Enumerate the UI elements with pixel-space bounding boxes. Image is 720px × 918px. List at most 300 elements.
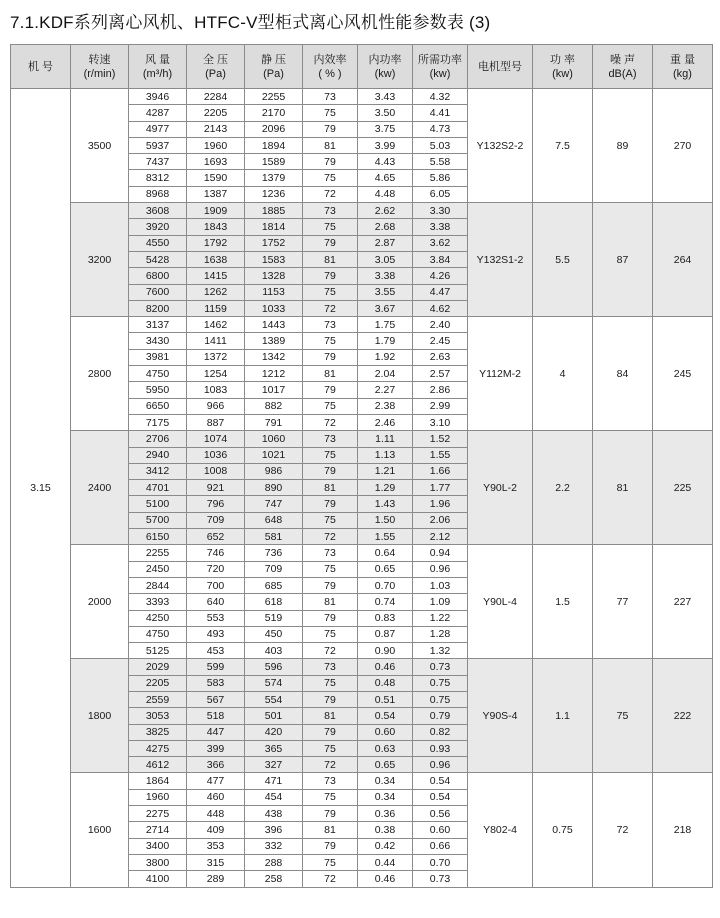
internal-power-cell: 0.51 xyxy=(358,691,413,707)
air-volume-cell: 6150 xyxy=(129,529,187,545)
internal-power-cell: 2.46 xyxy=(358,414,413,430)
static-pressure-cell: 2096 xyxy=(245,121,303,137)
efficiency-cell: 73 xyxy=(303,773,358,789)
required-power-cell: 3.38 xyxy=(413,219,468,235)
efficiency-cell: 79 xyxy=(303,349,358,365)
required-power-cell: 1.55 xyxy=(413,447,468,463)
table-row xyxy=(11,773,713,789)
efficiency-cell: 79 xyxy=(303,235,358,251)
air-volume-cell: 4250 xyxy=(129,610,187,626)
efficiency-cell: 73 xyxy=(303,431,358,447)
efficiency-cell: 75 xyxy=(303,789,358,805)
air-volume-cell: 2844 xyxy=(129,577,187,593)
required-power-cell: 3.30 xyxy=(413,203,468,219)
internal-power-cell: 0.46 xyxy=(358,871,413,887)
header-label: 内功率 xyxy=(368,53,402,66)
internal-power-cell: 1.79 xyxy=(358,333,413,349)
weight-cell: 222 xyxy=(653,659,713,773)
header-label: 风 量 xyxy=(144,53,171,66)
total-pressure-cell: 1262 xyxy=(187,284,245,300)
internal-power-cell: 2.27 xyxy=(358,382,413,398)
performance-table xyxy=(10,44,713,888)
static-pressure-cell: 581 xyxy=(245,529,303,545)
static-pressure-cell: 1153 xyxy=(245,284,303,300)
required-power-cell: 0.93 xyxy=(413,740,468,756)
total-pressure-cell: 887 xyxy=(187,414,245,430)
static-pressure-cell: 1583 xyxy=(245,251,303,267)
required-power-cell: 2.57 xyxy=(413,366,468,382)
static-pressure-cell: 685 xyxy=(245,577,303,593)
internal-power-cell: 0.83 xyxy=(358,610,413,626)
header-label: 转速 xyxy=(88,53,111,66)
air-volume-cell: 3825 xyxy=(129,724,187,740)
static-pressure-cell: 1885 xyxy=(245,203,303,219)
internal-power-cell: 3.43 xyxy=(358,89,413,105)
total-pressure-cell: 567 xyxy=(187,691,245,707)
efficiency-cell: 72 xyxy=(303,529,358,545)
header-unit: (kg) xyxy=(673,67,692,80)
required-power-cell: 4.73 xyxy=(413,121,468,137)
static-pressure-cell: 1060 xyxy=(245,431,303,447)
internal-power-cell: 0.87 xyxy=(358,626,413,642)
required-power-cell: 0.75 xyxy=(413,675,468,691)
static-pressure-cell: 747 xyxy=(245,496,303,512)
total-pressure-cell: 1590 xyxy=(187,170,245,186)
required-power-cell: 1.96 xyxy=(413,496,468,512)
required-power-cell: 0.54 xyxy=(413,789,468,805)
internal-power-cell: 0.74 xyxy=(358,594,413,610)
required-power-cell: 3.10 xyxy=(413,414,468,430)
efficiency-cell: 81 xyxy=(303,366,358,382)
header-label: 重 量 xyxy=(669,53,696,66)
internal-power-cell: 0.65 xyxy=(358,561,413,577)
efficiency-cell: 79 xyxy=(303,463,358,479)
air-volume-cell: 1960 xyxy=(129,789,187,805)
total-pressure-cell: 583 xyxy=(187,675,245,691)
required-power-cell: 0.73 xyxy=(413,659,468,675)
noise-cell: 84 xyxy=(593,317,653,431)
header-label: 静 压 xyxy=(260,53,287,66)
internal-power-cell: 0.44 xyxy=(358,854,413,870)
weight-cell: 218 xyxy=(653,773,713,887)
air-volume-cell: 2714 xyxy=(129,822,187,838)
air-volume-cell: 6650 xyxy=(129,398,187,414)
static-pressure-cell: 1589 xyxy=(245,154,303,170)
internal-power-cell: 0.90 xyxy=(358,643,413,659)
efficiency-cell: 81 xyxy=(303,137,358,153)
static-pressure-cell: 574 xyxy=(245,675,303,691)
air-volume-cell: 3430 xyxy=(129,333,187,349)
required-power-cell: 2.86 xyxy=(413,382,468,398)
efficiency-cell: 79 xyxy=(303,382,358,398)
required-power-cell: 0.96 xyxy=(413,561,468,577)
air-volume-cell: 2255 xyxy=(129,545,187,561)
required-power-cell: 4.26 xyxy=(413,268,468,284)
efficiency-cell: 72 xyxy=(303,643,358,659)
required-power-cell: 2.45 xyxy=(413,333,468,349)
total-pressure-cell: 1909 xyxy=(187,203,245,219)
static-pressure-cell: 438 xyxy=(245,806,303,822)
required-power-cell: 0.70 xyxy=(413,854,468,870)
air-volume-cell: 3393 xyxy=(129,594,187,610)
internal-power-cell: 2.87 xyxy=(358,235,413,251)
speed-cell: 2000 xyxy=(71,545,129,659)
total-pressure-cell: 746 xyxy=(187,545,245,561)
required-power-cell: 0.75 xyxy=(413,691,468,707)
air-volume-cell: 5125 xyxy=(129,643,187,659)
air-volume-cell: 7175 xyxy=(129,414,187,430)
required-power-cell: 6.05 xyxy=(413,186,468,202)
noise-cell: 75 xyxy=(593,659,653,773)
static-pressure-cell: 1379 xyxy=(245,170,303,186)
header-required-power xyxy=(413,45,468,89)
internal-power-cell: 2.04 xyxy=(358,366,413,382)
required-power-cell: 2.12 xyxy=(413,529,468,545)
required-power-cell: 1.66 xyxy=(413,463,468,479)
efficiency-cell: 75 xyxy=(303,333,358,349)
internal-power-cell: 4.43 xyxy=(358,154,413,170)
speed-cell: 3200 xyxy=(71,203,129,317)
static-pressure-cell: 2255 xyxy=(245,89,303,105)
header-motor-power xyxy=(533,45,593,89)
internal-power-cell: 3.55 xyxy=(358,284,413,300)
table-row xyxy=(11,659,713,675)
efficiency-cell: 73 xyxy=(303,317,358,333)
air-volume-cell: 4275 xyxy=(129,740,187,756)
static-pressure-cell: 986 xyxy=(245,463,303,479)
weight-cell: 245 xyxy=(653,317,713,431)
internal-power-cell: 0.65 xyxy=(358,757,413,773)
static-pressure-cell: 1328 xyxy=(245,268,303,284)
efficiency-cell: 75 xyxy=(303,105,358,121)
total-pressure-cell: 1411 xyxy=(187,333,245,349)
static-pressure-cell: 882 xyxy=(245,398,303,414)
efficiency-cell: 72 xyxy=(303,414,358,430)
total-pressure-cell: 448 xyxy=(187,806,245,822)
required-power-cell: 0.96 xyxy=(413,757,468,773)
air-volume-cell: 8200 xyxy=(129,300,187,316)
static-pressure-cell: 471 xyxy=(245,773,303,789)
air-volume-cell: 3412 xyxy=(129,463,187,479)
internal-power-cell: 2.62 xyxy=(358,203,413,219)
air-volume-cell: 5100 xyxy=(129,496,187,512)
required-power-cell: 1.03 xyxy=(413,577,468,593)
total-pressure-cell: 1008 xyxy=(187,463,245,479)
efficiency-cell: 75 xyxy=(303,284,358,300)
header-label: 噪 声 xyxy=(609,53,636,66)
static-pressure-cell: 288 xyxy=(245,854,303,870)
air-volume-cell: 4550 xyxy=(129,235,187,251)
required-power-cell: 0.66 xyxy=(413,838,468,854)
total-pressure-cell: 1074 xyxy=(187,431,245,447)
required-power-cell: 4.47 xyxy=(413,284,468,300)
efficiency-cell: 75 xyxy=(303,561,358,577)
air-volume-cell: 3981 xyxy=(129,349,187,365)
motor-model-cell: Y132S2-2 xyxy=(468,89,533,203)
total-pressure-cell: 1159 xyxy=(187,300,245,316)
motor-power-cell: 0.75 xyxy=(533,773,593,887)
internal-power-cell: 2.38 xyxy=(358,398,413,414)
table-row xyxy=(11,431,713,447)
air-volume-cell: 2706 xyxy=(129,431,187,447)
efficiency-cell: 79 xyxy=(303,806,358,822)
total-pressure-cell: 477 xyxy=(187,773,245,789)
required-power-cell: 0.54 xyxy=(413,773,468,789)
total-pressure-cell: 2143 xyxy=(187,121,245,137)
total-pressure-cell: 1254 xyxy=(187,366,245,382)
air-volume-cell: 3137 xyxy=(129,317,187,333)
efficiency-cell: 79 xyxy=(303,496,358,512)
efficiency-cell: 81 xyxy=(303,822,358,838)
noise-cell: 87 xyxy=(593,203,653,317)
efficiency-cell: 81 xyxy=(303,594,358,610)
required-power-cell: 0.79 xyxy=(413,708,468,724)
internal-power-cell: 1.55 xyxy=(358,529,413,545)
header-label: 内效率 xyxy=(313,53,347,66)
total-pressure-cell: 366 xyxy=(187,757,245,773)
total-pressure-cell: 796 xyxy=(187,496,245,512)
static-pressure-cell: 403 xyxy=(245,643,303,659)
internal-power-cell: 1.13 xyxy=(358,447,413,463)
required-power-cell: 1.32 xyxy=(413,643,468,659)
total-pressure-cell: 599 xyxy=(187,659,245,675)
efficiency-cell: 72 xyxy=(303,871,358,887)
air-volume-cell: 3053 xyxy=(129,708,187,724)
header-label: 所需功率 xyxy=(418,53,462,66)
static-pressure-cell: 365 xyxy=(245,740,303,756)
static-pressure-cell: 1021 xyxy=(245,447,303,463)
efficiency-cell: 75 xyxy=(303,447,358,463)
table-row xyxy=(11,89,713,105)
header-label: 功 率 xyxy=(549,53,576,66)
header-label: 机 号 xyxy=(27,60,54,73)
total-pressure-cell: 700 xyxy=(187,577,245,593)
air-volume-cell: 7600 xyxy=(129,284,187,300)
motor-model-cell: Y90L-2 xyxy=(468,431,533,545)
header-label: 电机型号 xyxy=(478,60,522,73)
motor-power-cell: 7.5 xyxy=(533,89,593,203)
static-pressure-cell: 450 xyxy=(245,626,303,642)
noise-cell: 77 xyxy=(593,545,653,659)
efficiency-cell: 75 xyxy=(303,398,358,414)
air-volume-cell: 5950 xyxy=(129,382,187,398)
efficiency-cell: 81 xyxy=(303,251,358,267)
header-weight xyxy=(653,45,713,89)
motor-power-cell: 4 xyxy=(533,317,593,431)
weight-cell: 264 xyxy=(653,203,713,317)
efficiency-cell: 73 xyxy=(303,203,358,219)
air-volume-cell: 3400 xyxy=(129,838,187,854)
total-pressure-cell: 289 xyxy=(187,871,245,887)
efficiency-cell: 75 xyxy=(303,512,358,528)
air-volume-cell: 5700 xyxy=(129,512,187,528)
total-pressure-cell: 640 xyxy=(187,594,245,610)
efficiency-cell: 81 xyxy=(303,480,358,496)
required-power-cell: 1.09 xyxy=(413,594,468,610)
table-row xyxy=(11,317,713,333)
internal-power-cell: 0.42 xyxy=(358,838,413,854)
header-unit: (m³/h) xyxy=(142,67,173,80)
internal-power-cell: 3.50 xyxy=(358,105,413,121)
required-power-cell: 4.62 xyxy=(413,300,468,316)
static-pressure-cell: 618 xyxy=(245,594,303,610)
speed-cell: 1800 xyxy=(71,659,129,773)
internal-power-cell: 0.70 xyxy=(358,577,413,593)
internal-power-cell: 0.38 xyxy=(358,822,413,838)
internal-power-cell: 4.48 xyxy=(358,186,413,202)
header-unit: dB(A) xyxy=(608,67,637,80)
header-unit: (kw) xyxy=(429,67,451,80)
internal-power-cell: 1.43 xyxy=(358,496,413,512)
total-pressure-cell: 493 xyxy=(187,626,245,642)
internal-power-cell: 0.34 xyxy=(358,773,413,789)
required-power-cell: 0.60 xyxy=(413,822,468,838)
static-pressure-cell: 2170 xyxy=(245,105,303,121)
internal-power-cell: 0.34 xyxy=(358,789,413,805)
header-unit: (Pa) xyxy=(263,67,284,80)
internal-power-cell: 0.60 xyxy=(358,724,413,740)
total-pressure-cell: 720 xyxy=(187,561,245,577)
required-power-cell: 4.32 xyxy=(413,89,468,105)
weight-cell: 225 xyxy=(653,431,713,545)
internal-power-cell: 3.99 xyxy=(358,137,413,153)
static-pressure-cell: 1342 xyxy=(245,349,303,365)
internal-power-cell: 1.11 xyxy=(358,431,413,447)
header-unit: (kw) xyxy=(552,67,573,80)
total-pressure-cell: 1693 xyxy=(187,154,245,170)
table-row xyxy=(11,545,713,561)
total-pressure-cell: 709 xyxy=(187,512,245,528)
weight-cell: 227 xyxy=(653,545,713,659)
air-volume-cell: 2450 xyxy=(129,561,187,577)
air-volume-cell: 5428 xyxy=(129,251,187,267)
static-pressure-cell: 1894 xyxy=(245,137,303,153)
total-pressure-cell: 460 xyxy=(187,789,245,805)
efficiency-cell: 72 xyxy=(303,186,358,202)
static-pressure-cell: 648 xyxy=(245,512,303,528)
total-pressure-cell: 1792 xyxy=(187,235,245,251)
required-power-cell: 1.28 xyxy=(413,626,468,642)
air-volume-cell: 1864 xyxy=(129,773,187,789)
air-volume-cell: 8968 xyxy=(129,186,187,202)
static-pressure-cell: 736 xyxy=(245,545,303,561)
efficiency-cell: 75 xyxy=(303,854,358,870)
required-power-cell: 1.22 xyxy=(413,610,468,626)
required-power-cell: 2.63 xyxy=(413,349,468,365)
required-power-cell: 4.41 xyxy=(413,105,468,121)
internal-power-cell: 4.65 xyxy=(358,170,413,186)
internal-power-cell: 0.64 xyxy=(358,545,413,561)
header-row xyxy=(11,45,713,89)
total-pressure-cell: 399 xyxy=(187,740,245,756)
efficiency-cell: 73 xyxy=(303,659,358,675)
total-pressure-cell: 447 xyxy=(187,724,245,740)
header-unit: ( % ) xyxy=(318,67,342,80)
air-volume-cell: 6800 xyxy=(129,268,187,284)
header-air-volume xyxy=(129,45,187,89)
air-volume-cell: 4287 xyxy=(129,105,187,121)
page-title: 7.1.KDF系列离心风机、HTFC-V型柜式离心风机性能参数表 (3) xyxy=(10,13,491,32)
efficiency-cell: 75 xyxy=(303,219,358,235)
motor-power-cell: 2.2 xyxy=(533,431,593,545)
static-pressure-cell: 596 xyxy=(245,659,303,675)
air-volume-cell: 3920 xyxy=(129,219,187,235)
air-volume-cell: 3800 xyxy=(129,854,187,870)
efficiency-cell: 79 xyxy=(303,724,358,740)
total-pressure-cell: 1462 xyxy=(187,317,245,333)
required-power-cell: 3.62 xyxy=(413,235,468,251)
air-volume-cell: 2205 xyxy=(129,675,187,691)
efficiency-cell: 73 xyxy=(303,89,358,105)
required-power-cell: 3.84 xyxy=(413,251,468,267)
internal-power-cell: 2.68 xyxy=(358,219,413,235)
efficiency-cell: 79 xyxy=(303,154,358,170)
air-volume-cell: 4701 xyxy=(129,480,187,496)
weight-cell: 270 xyxy=(653,89,713,203)
required-power-cell: 1.52 xyxy=(413,431,468,447)
total-pressure-cell: 409 xyxy=(187,822,245,838)
motor-power-cell: 5.5 xyxy=(533,203,593,317)
static-pressure-cell: 396 xyxy=(245,822,303,838)
header-label: 全 压 xyxy=(202,53,229,66)
internal-power-cell: 3.38 xyxy=(358,268,413,284)
required-power-cell: 2.99 xyxy=(413,398,468,414)
total-pressure-cell: 518 xyxy=(187,708,245,724)
header-internal-efficiency xyxy=(303,45,358,89)
efficiency-cell: 75 xyxy=(303,626,358,642)
efficiency-cell: 79 xyxy=(303,838,358,854)
static-pressure-cell: 454 xyxy=(245,789,303,805)
internal-power-cell: 1.21 xyxy=(358,463,413,479)
required-power-cell: 2.40 xyxy=(413,317,468,333)
air-volume-cell: 7437 xyxy=(129,154,187,170)
air-volume-cell: 2029 xyxy=(129,659,187,675)
motor-model-cell: Y90L-4 xyxy=(468,545,533,659)
efficiency-cell: 73 xyxy=(303,545,358,561)
total-pressure-cell: 1415 xyxy=(187,268,245,284)
total-pressure-cell: 453 xyxy=(187,643,245,659)
motor-model-cell: Y112M-2 xyxy=(468,317,533,431)
efficiency-cell: 72 xyxy=(303,300,358,316)
header-machine-no xyxy=(11,45,71,89)
header-internal-power xyxy=(358,45,413,89)
header-noise xyxy=(593,45,653,89)
speed-cell: 2800 xyxy=(71,317,129,431)
air-volume-cell: 8312 xyxy=(129,170,187,186)
total-pressure-cell: 1960 xyxy=(187,137,245,153)
internal-power-cell: 1.92 xyxy=(358,349,413,365)
static-pressure-cell: 1236 xyxy=(245,186,303,202)
static-pressure-cell: 1033 xyxy=(245,300,303,316)
air-volume-cell: 4977 xyxy=(129,121,187,137)
efficiency-cell: 75 xyxy=(303,740,358,756)
motor-model-cell: Y802-4 xyxy=(468,773,533,887)
internal-power-cell: 0.54 xyxy=(358,708,413,724)
header-unit: (Pa) xyxy=(205,67,226,80)
required-power-cell: 5.86 xyxy=(413,170,468,186)
efficiency-cell: 75 xyxy=(303,170,358,186)
required-power-cell: 0.94 xyxy=(413,545,468,561)
motor-power-cell: 1.1 xyxy=(533,659,593,773)
static-pressure-cell: 554 xyxy=(245,691,303,707)
air-volume-cell: 5937 xyxy=(129,137,187,153)
total-pressure-cell: 315 xyxy=(187,854,245,870)
static-pressure-cell: 519 xyxy=(245,610,303,626)
required-power-cell: 0.73 xyxy=(413,871,468,887)
static-pressure-cell: 1017 xyxy=(245,382,303,398)
header-unit: (r/min) xyxy=(83,67,116,80)
air-volume-cell: 4100 xyxy=(129,871,187,887)
